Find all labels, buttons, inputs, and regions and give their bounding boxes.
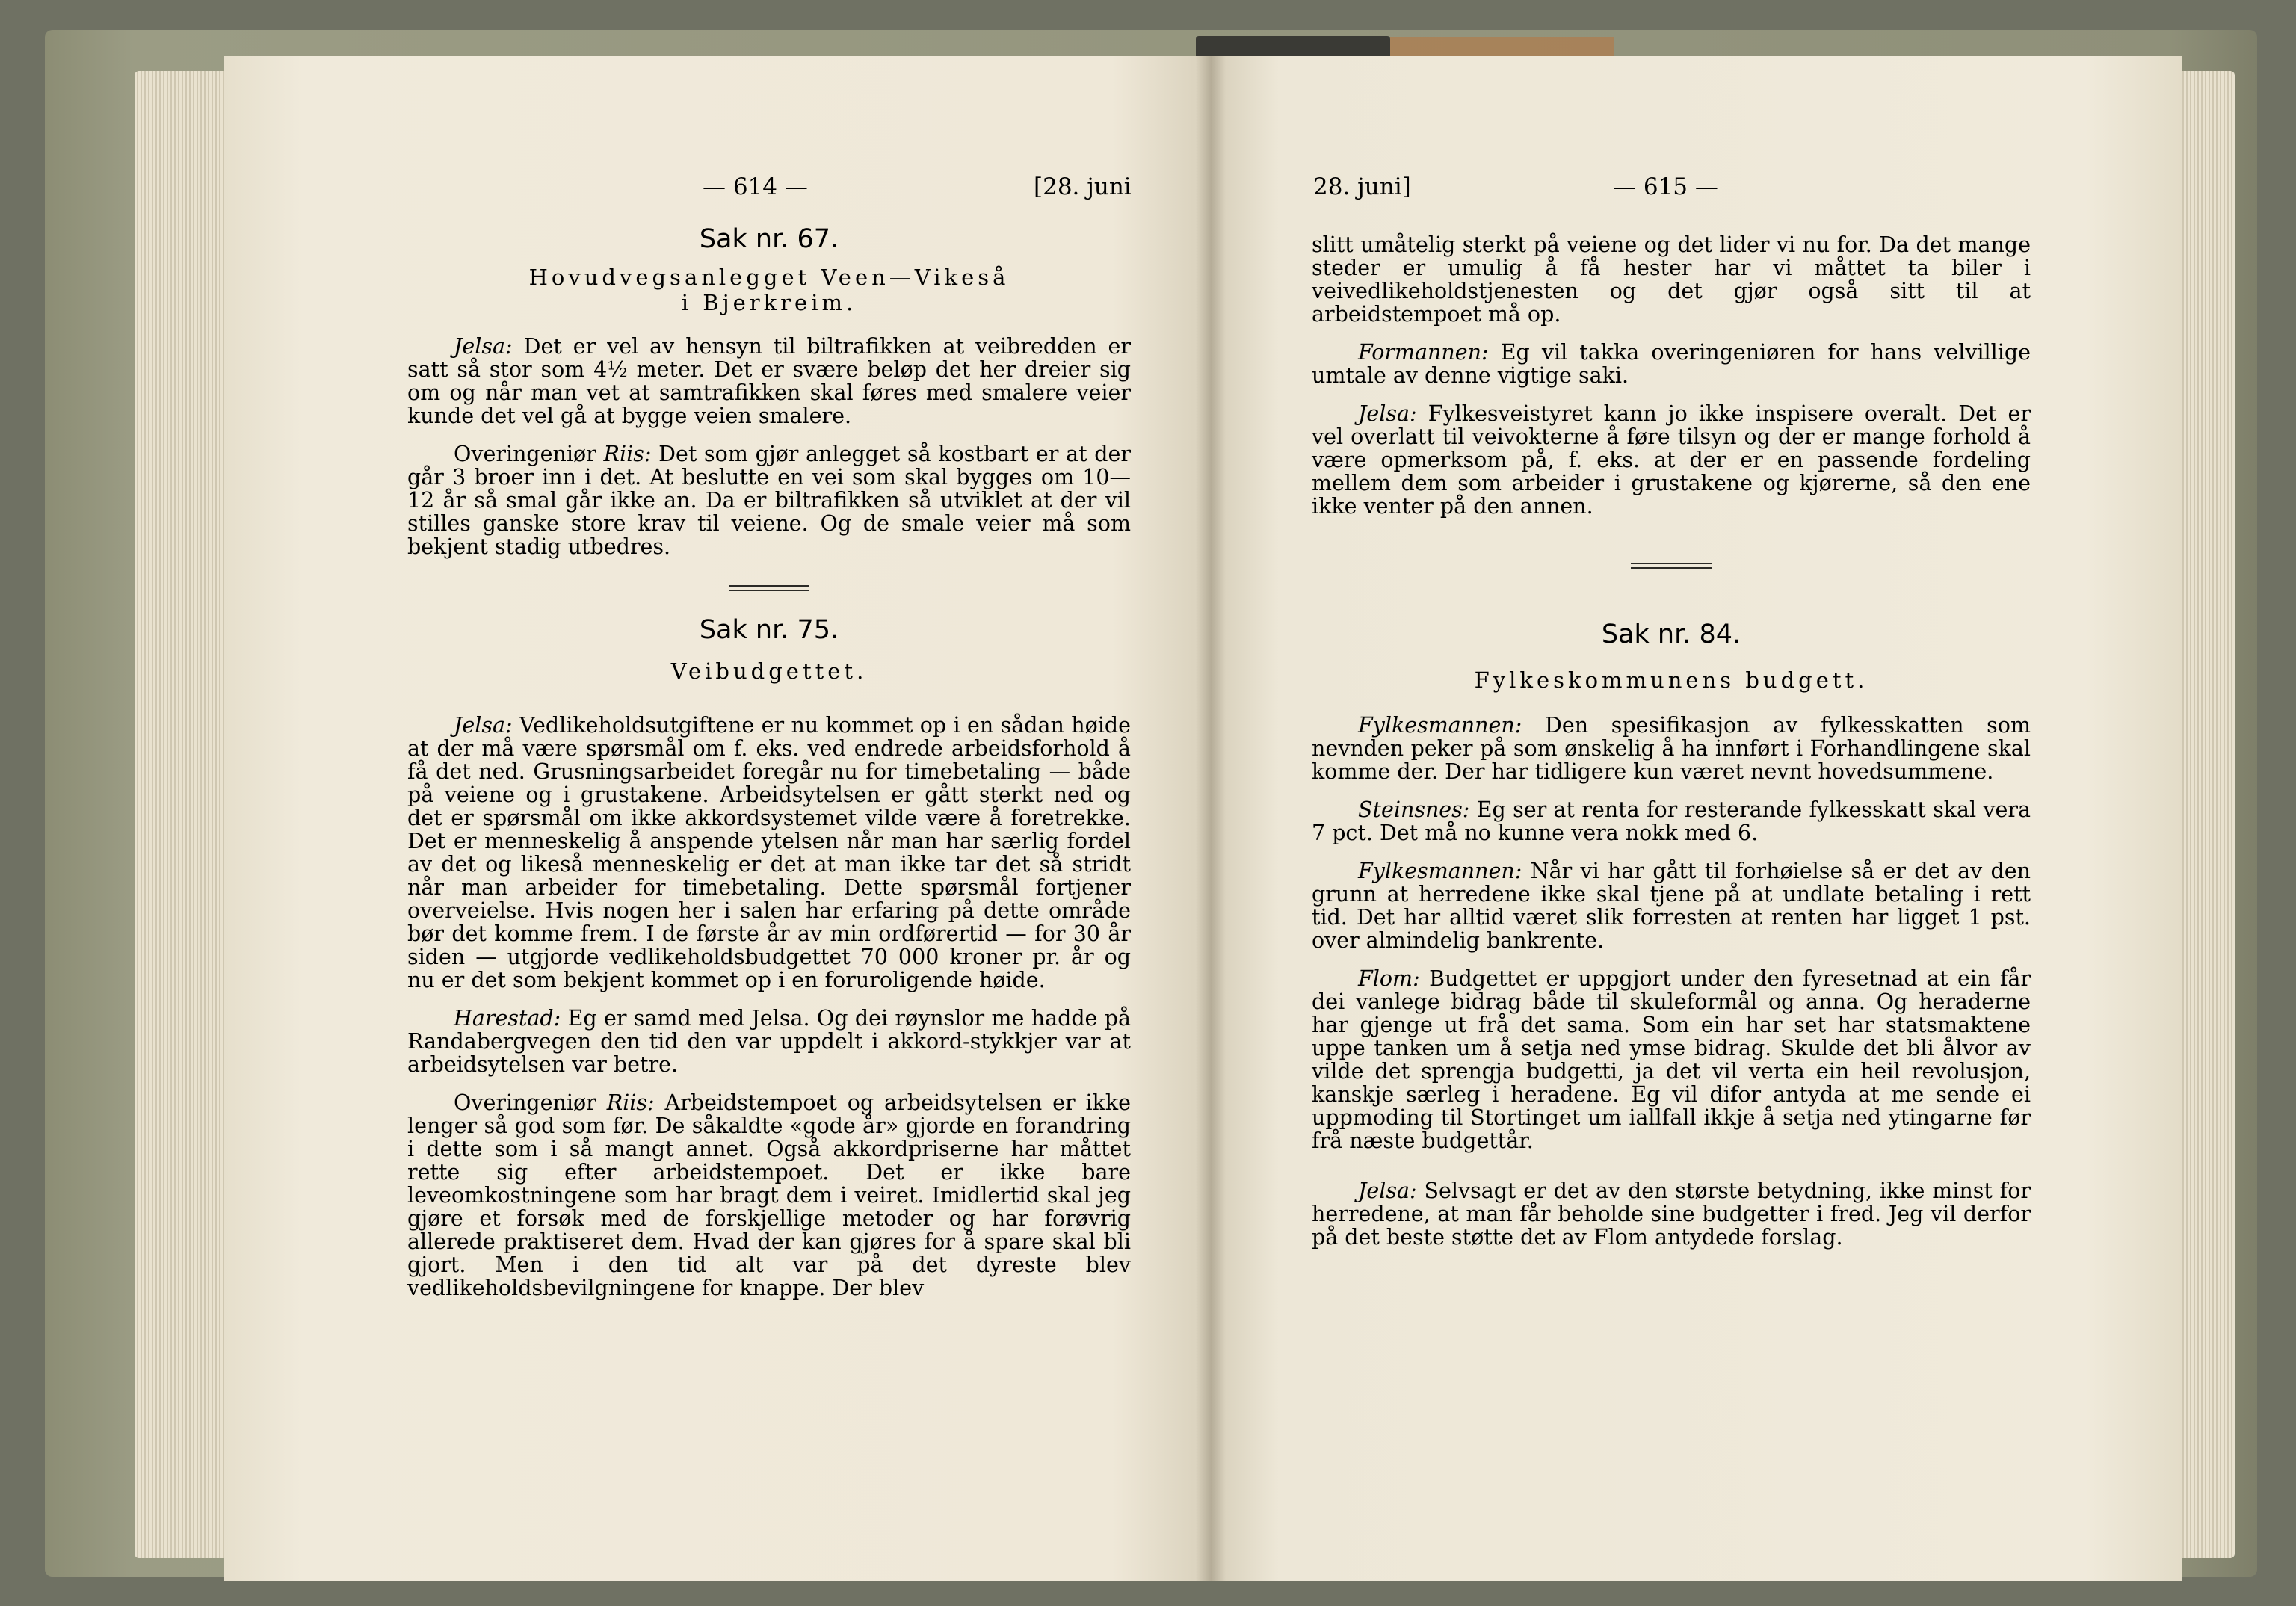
right-text-column xyxy=(1312,233,2031,1249)
section-body xyxy=(407,714,1131,1300)
section-title: Hovudvegsanlegget Veen—Vikeså xyxy=(528,265,1010,290)
paragraph xyxy=(1312,859,2031,952)
paragraph-text: Fylkesveistyret kann jo ikke inspisere overalt. Det er vel overlatt til veivokterne å føre tilsyn og der er mange forhold å være opmerksom på, f. eks. at der er en passende fordeling mellem dem som arbeider i grustakene og kjørerne, så den ene ikke venter på den annen. xyxy=(1312,401,2031,519)
speaker-name: Fylkesmannen: xyxy=(1358,859,1522,883)
left-page-number: — 614 — xyxy=(703,173,808,200)
speaker-name: Jelsa: xyxy=(454,713,513,738)
speaker-name: Jelsa: xyxy=(454,334,513,359)
speaker-name: Formannen: xyxy=(1358,340,1489,365)
paragraph xyxy=(1312,714,2031,783)
paragraph xyxy=(1312,341,2031,387)
speaker-name: Harestad: xyxy=(454,1006,561,1031)
speaker-name: Flom: xyxy=(1358,966,1420,991)
speaker-name: Jelsa: xyxy=(1358,401,1417,426)
paragraph xyxy=(1312,967,2031,1152)
paragraph-text: Eg ser at renta for resterande fylkesskatt skal vera 7 pct. Det må no kunne vera nokk med 6. xyxy=(1312,797,2031,845)
speaker-name: Jelsa: xyxy=(1358,1179,1417,1203)
paragraph xyxy=(407,714,1131,992)
speaker-prefix: Overingeniør xyxy=(454,442,604,466)
paragraph-text: Den spesifikasjon av fylkesskatten som nevnden peker på som ønskelig å ha innført i Forhandlingene skal komme der. Der har tidligere kun været nevnt hovedsummene. xyxy=(1312,713,2031,784)
speaker-name: Riis: xyxy=(606,1090,655,1115)
section-divider xyxy=(1631,563,1712,569)
paragraph-text: Budgettet er uppgjort under den fyresetnad at ein får dei vanlege bidrag både til skuleformål og anna. Og heraderne har gjenge ut frå det sama. Som ein har set har statsmaktene uppe tanken um å setja ned ymse bidrag. Skulde det bli ålvor av vilde det sprengja budgetti, ja det vil verta ein heil revolusjon, kanskje særleg i heradene. Eg vil difor antyda at me sende ei uppmoding til Stortinget um iallfall ikkje å setja ned ytingarne før frå næste budgettår. xyxy=(1312,966,2031,1153)
paragraph-text: Det er vel av hensyn til biltrafikken at veibredden er satt så stor som 4½ meter. Det er svære beløp det her dreier sig om og når man vet at samtrafikken skal føres med smalere veier kunde det vel gå at bygge veien smalere. xyxy=(407,334,1132,428)
section-divider xyxy=(729,585,809,591)
speaker-name: Steinsnes: xyxy=(1358,797,1470,822)
left-text-column xyxy=(407,224,1131,1300)
section-title: Veibudgettet. xyxy=(670,658,868,684)
paragraph-text: Eg er samd med Jelsa. Og dei røynslor me hadde på Randabergvegen den tid den var uppdelt i akkord-stykkjer var at arbeidsytelsen var betre. xyxy=(407,1006,1131,1077)
paragraph-text: Eg vil takka overingeniøren for hans velvillige umtale av denne vigtige saki. xyxy=(1312,340,2031,388)
section-title: Fylkeskommunens budgett. xyxy=(1474,667,1868,693)
book-gutter xyxy=(1196,56,1226,1581)
paragraph xyxy=(407,442,1131,558)
paragraph xyxy=(407,335,1131,427)
paragraph xyxy=(1312,1179,2031,1249)
paragraph-text: Vedlikeholdsutgiftene er nu kommet op i en sådan høide at der må være spørsmål om f. eks. ved endrede arbeidsforhold å få det ned. Grusningsarbeidet foregår nu for timebetaling — både på veiene og i grustakene. Arbeidsytelsen er gått sterkt ned og det er spørsmål om ikke akkordsystemet vilde være å foretrekke. Det er menneskelig å anspende ytelsen når man har særlig fordel av det og likeså menneskelig er det at man ikke tar det så stridt når man arbeider for timebetaling. Dette spørsmål fortjener overveielse. Hvis nogen her i salen har erfaring på dette område bør det komme frem. I de første år av min ordførertid — for 30 år siden — utgjorde vedlikeholdsbudgettet 70 000 kroner pr. år og nu er det som bekjent kommet op i en foruroligende høide. xyxy=(407,713,1131,992)
section-title-line2: i Bjerkreim. xyxy=(681,290,857,315)
paragraph xyxy=(407,1091,1131,1300)
paragraph xyxy=(407,1007,1131,1076)
section-body xyxy=(1312,714,2031,1249)
right-date-header: 28. juni] xyxy=(1313,173,1411,200)
paragraph xyxy=(1312,798,2031,844)
section-heading: Sak nr. 75. xyxy=(699,615,839,645)
paragraph-text: Selvsagt er det av den største betydning, ikke minst for herredene, at man får beholde sine budgetter i fred. Jeg vil derfor på det beste støtte det av Flom antydede forslag. xyxy=(1312,1179,2031,1250)
right-page-number: — 615 — xyxy=(1613,173,1718,200)
paragraph-text: Arbeidstempoet og arbeidsytelsen er ikke lenger så god som før. De såkaldte «gode år» gjorde en forandring i dette som i så mangt annet. Også akkordpriserne har måttet rette sig efter arbeidstempoet. Det er ikke bare leveomkostningene som har bragt dem i veiret. Imidlertid skal jeg gjøre et forsøk med de forskjellige metoder og har forøvrig allerede praktiseret dem. Hvad der kan gjøres for å spare skal bli gjort. Men i den tid alt var på det dyreste blev vedlikeholdsbevilgningene for knappe. Der blev xyxy=(407,1090,1132,1300)
speaker-name: Fylkesmannen: xyxy=(1358,713,1522,738)
speaker-prefix: Overingeniør xyxy=(454,1090,607,1115)
section-heading: Sak nr. 67. xyxy=(699,224,839,254)
section-body xyxy=(407,335,1131,558)
continuation-paragraph: slitt umåtelig sterkt på veiene og det lider vi nu for. Da det mange steder er umulig å få hester har vi måttet ta biler i veivedlikeholdstjenesten og det gjør også sitt til at arbeidstempoet må op. xyxy=(1312,232,2031,327)
speaker-name: Riis: xyxy=(603,442,652,466)
paragraph-text: Det som gjør anlegget så kostbart er at der går 3 broer inn i det. At beslutte en vei som skal bygges om 10—12 år så smal går ikke an. Da er biltrafikken så utviklet at der vil stilles ganske store krav til veiene. Og de smale veier må som bekjent stadig utbedres. xyxy=(407,442,1131,559)
left-date-header: [28. juni xyxy=(1034,173,1132,200)
paragraph xyxy=(1312,402,2031,518)
section-heading: Sak nr. 84. xyxy=(1601,620,1741,649)
paragraph-text: Når vi har gått til forhøielse så er det av den grunn at herredene ikke skal tjene på at undlate betaling i rett tid. Det har alltid været slik forresten at renten har ligget 1 pst. over almindelig bankrente. xyxy=(1312,859,2031,953)
